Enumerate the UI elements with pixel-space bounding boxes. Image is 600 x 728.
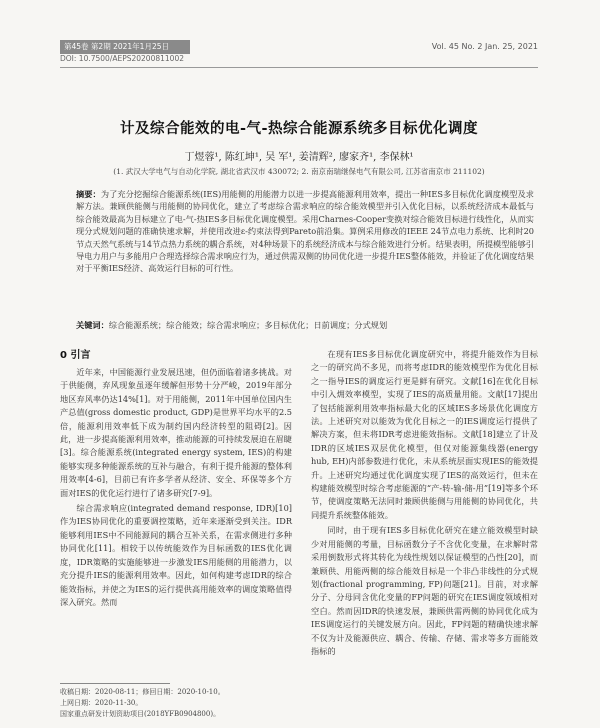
keywords: [76, 319, 534, 331]
abstract: [76, 188, 534, 275]
affiliation: (1. 武汉大学电气与自动化学院, 湖北省武汉市 430072; 2. 南京南瑞继保电气有限公司, 江苏省南京市 211102): [113, 167, 485, 176]
journal-issue-band: 第45卷 第2期 2021年1月25日: [60, 40, 190, 54]
section-heading-introduction: 0 引言: [60, 350, 91, 361]
keywords-label: 关键词：: [76, 320, 109, 330]
abstract-label: 摘要：: [76, 189, 101, 199]
right-column: [311, 348, 538, 658]
online-date: 上网日期：2020-11-30。: [60, 699, 143, 707]
footnote: [60, 687, 225, 720]
footnote-divider: [60, 683, 170, 684]
volume-info: Vol. 45 No. 2 Jan. 25, 2021: [431, 42, 538, 51]
author-list: 丁煜蓉¹, 陈红坤¹, 吴 军¹, 姜清辉², 廖家齐¹, 李保林¹: [184, 152, 414, 163]
body-paragraph: 近年来，中国能源行业发展迅速，但仍面临着诸多挑战。对于供能侧，弃风现象虽逐年缓解但形势十分严峻，2019年部分地区弃风率仍达14%[1]。对于用能侧，2011年中国单位国内生产总值(gross domestic product, GDP)是世界平均水平的2.5倍，能源利用效率低下成为制约国内经济转型的阻碍[2]。因此，进一步提高能源利用效率，推动能源的可持续发展迫在眉睫[3]。综合能源系统(integrated energy system, IES)的构建能够实现多种能源系统的互补与融合，有利于提升能源的整体利用效率[4-6]，目前已有许多学者从经济、安全、环保等多个方面对IES的优化运行进行了诸多研究[7-9]。: [60, 367, 292, 498]
body-paragraph: 综合需求响应(integrated demand response, IDR)[10]作为IES协同优化的重要调控策略，近年来逐渐受到关注。IDR能够利用IES中不同能源间的耦合互补关系，在需求侧进行多种协同优化[11]。相较于以传统能效作为目标函数的IES优化调度，IDR策略的实施能够进一步激发IES用能侧的用能潜力，以充分提升IES的能源利用效率。因此，如何构建考虑IDR的综合能效指标，并使之为IES的运行提供高用能效率的调度策略值得深入研究。然而: [60, 503, 292, 607]
header-divider: [60, 67, 538, 68]
paper-title: 计及综合能效的电-气-热综合能源系统多目标优化调度: [119, 121, 479, 137]
fund-info: 国家重点研发计划资助项目(2018YFB0904800)。: [60, 710, 221, 718]
body-paragraph: 在现有IES多目标优化调度研究中，将提升能效作为目标之一的研究尚不多见，而将考虑IDR的能效模型作为优化目标之一指导IES的调度运行更是鲜有研究。文献[16]在优化目标中引入㶲效率模型，实现了IES的高质量用能。文献[17]提出了包括能源利用效率指标最大化的区域IES多场景优化调度方法。上述研究对以能效为优化目标之一的IES调度运行提供了解决方案，但未将IDR考虑进能效指标。文献[18]建立了计及IDR的区域IES双层优化模型，但仅对能源集线器(energy hub, EH)内部参数进行优化，未从系统层面实现IES的能效提升。上述研究均通过优化调度实现了IES的高效运行，但未在构建能效模型时综合考虑能源的“产-转-输-储-用”[19]等多个环节，使调度策略无法同时兼顾供能侧与用能侧的协同优化，共同提升系统整体能效。: [311, 349, 538, 520]
left-column: [60, 366, 292, 609]
keywords-text: 综合能源系统；综合能效；综合需求响应；多目标优化；日前调度；分式规划: [108, 320, 388, 330]
doi-line: DOI: 10.7500/AEPS20200811002: [60, 54, 184, 63]
abstract-text: 为了充分挖掘综合能源系统(IES)用能侧的用能潜力以进一步提高能源利用效率，提出一种IES多目标优化调度模型及求解方法。兼顾供能侧与用能侧的协同优化，建立了考虑综合需求响应的综合能效模型并引入优化目标，以系统经济成本最低与综合能效最高为目标建立了电-气-热IES多目标优化调度模型。采用Charnes-Cooper变换对综合能效目标进行线性化，从而实现分式规划问题的准确快速求解，并使用改进ε-约束法得到Pareto前沿集。算例采用修改的IEEE 24节点电力系统、比利时20节点天然气系统与14节点热力系统的耦合系统，对4种场景下的系统经济成本与综合能效进行分析。结果表明，所提模型能够引导电力用户与多能用户合理选择综合需求响应行为，通过供需双侧的协同优化进一步提升IES整体能效，并验证了优化调度结果对于平衡IES经济、高效运行目标的可行性。: [76, 189, 534, 274]
received-date: 收稿日期：2020-08-11；修回日期：2020-10-10。: [60, 688, 225, 696]
body-paragraph: 同时，由于现有IES多目标优化研究在建立能效模型时缺少对用能侧的考量，目标函数分子不含优化变量，在求解时常采用倒数形式将其转化为线性规划以保证模型的凸性[20]，而兼顾供、用能两侧的综合能效目标是一个非凸非线性的分式规划(fractional programming, FP)问题[21]。目前，对求解分子、分母同含优化变量的FP问题的研究在IES调度领域相对空白。然而因IDR的快速发展，兼顾供需两侧的协同优化成为IES调度运行的关键发展方向。因此，FP问题的精确快速求解不仅为计及能源供应、耦合、传输、存储、需求等多方面能效指标的: [311, 525, 538, 656]
